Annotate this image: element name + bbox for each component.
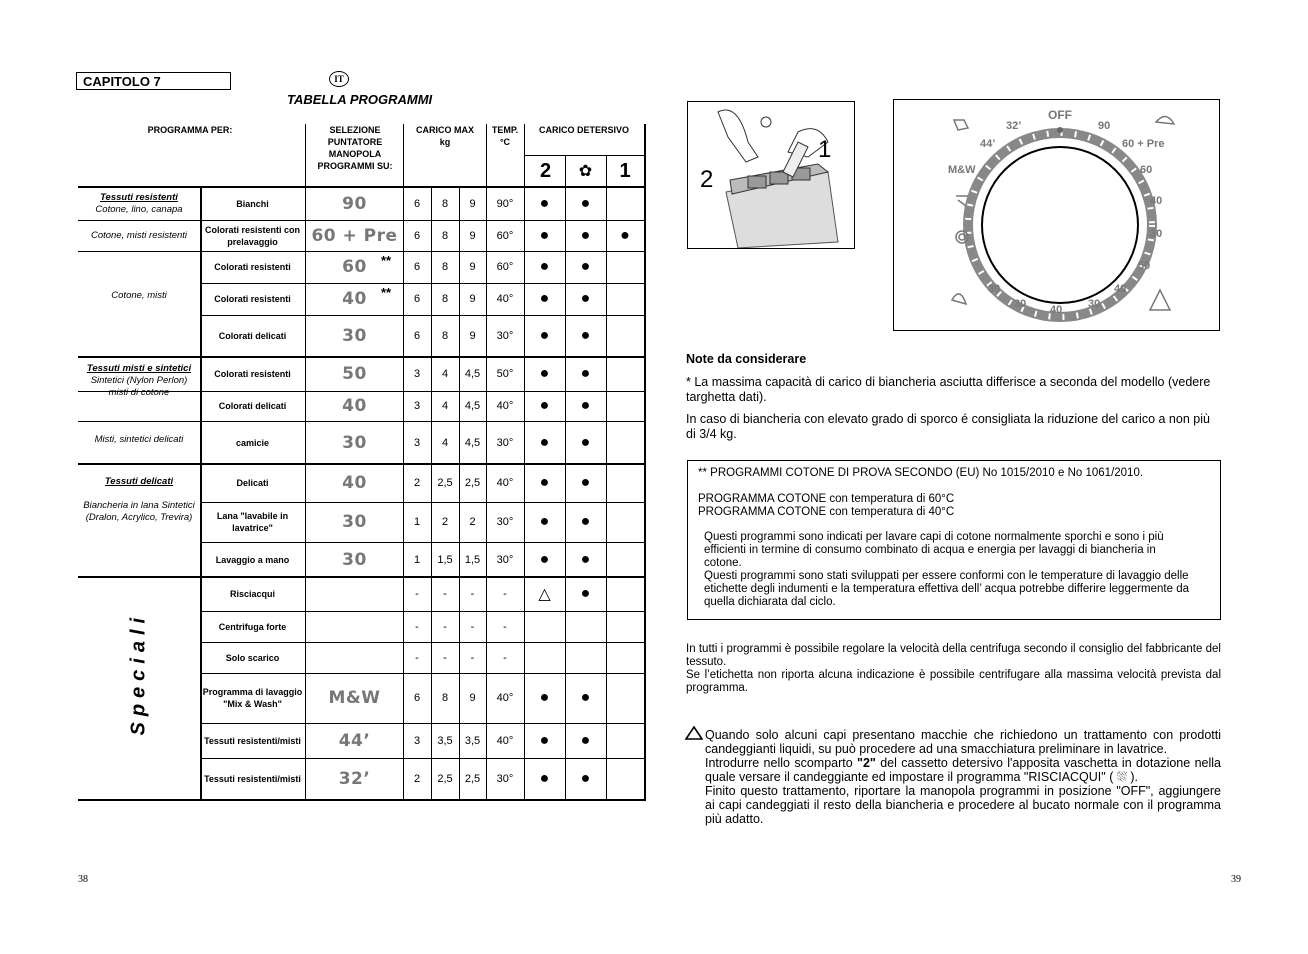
load-value: 9 [469,229,476,242]
category-tessuti-delicati: Tessuti delicati Biancheria in lana Sintetici (Dralon, Acrylico, Trevira) [83,476,195,523]
dial-setting: 30 [342,549,367,570]
program-dial [894,100,1219,330]
temperature-value: 30° [496,330,514,342]
load-value: 8 [441,261,449,273]
detergent-1-mark [606,758,644,800]
cotton-test-marker: ** [381,285,392,300]
load-value: 2,5 [437,773,453,785]
cotton-test-marker: ** [381,253,392,268]
temperature-value: 30° [496,553,514,566]
detergent-2-mark: △ [538,586,551,603]
table-rule [78,220,200,221]
dial-setting [306,642,403,673]
load-value: 6 [413,261,421,273]
load-value: 3 [413,734,421,747]
detergent-1-mark: ● [620,226,630,244]
load-value: - [443,620,447,633]
detergent-2-mark: ● [539,474,550,491]
load-value: 8 [441,229,449,242]
detergent-softener-mark: ● [580,327,591,344]
load-value: 6 [413,330,421,342]
program-name: Lana "lavabile in lavatrice" [216,511,289,533]
temperature-value: 60° [496,261,514,273]
program-name: Risciacqui [229,589,276,599]
detergent-2-mark: ● [539,397,550,414]
detergent-softener-mark: ● [580,731,591,749]
detergent-1-mark [606,577,644,611]
program-dial-figure [893,99,1220,331]
table-title: TABELLA PROGRAMMI [287,92,433,107]
load-value: - [415,620,419,633]
detergent-softener-mark: ● [580,689,591,706]
load-value: 9 [469,692,476,704]
dial-setting: 60 [342,257,367,277]
detergent-1-mark [606,187,644,220]
dial-setting [306,611,403,642]
table-rule [644,124,646,801]
detergent-1-mark [606,611,644,642]
detergent-2-mark: ● [539,433,550,451]
load-value: 2,5 [437,477,453,489]
load-value: 3 [413,368,421,380]
detergent-softener-mark: ● [580,258,591,275]
temperature-value: 30° [496,436,514,449]
load-value: 2,5 [464,773,481,785]
category-speciali: Speciali [127,611,150,736]
table-rule [78,464,200,465]
dial-30b: 30 [1088,298,1101,310]
page-number-left: 38 [78,874,88,885]
header-programma: PROGRAMMA PER: [147,125,233,135]
load-value: 9 [469,293,476,305]
load-value: 8 [441,197,449,210]
dial-setting: 50 [342,364,367,384]
load-value: 6 [413,197,421,210]
table-rule [78,577,200,578]
load-value: 4,5 [464,400,481,412]
dial-30d: 30 [988,283,1001,295]
program-name: Solo scarico [225,652,280,663]
table-rule [403,124,404,187]
detergent-1-mark [606,542,644,577]
category-cotone-misti: Cotone, misti [111,290,167,301]
load-value: 8 [441,692,449,704]
table-rule [305,124,306,187]
dial-60: 60 [1140,164,1153,176]
detergent-1-mark [606,464,644,502]
table-rule [78,421,200,422]
program-name: camicie [235,437,270,448]
detergent-2-mark: ● [539,226,550,244]
load-value: - [470,588,475,600]
table-rule [78,251,200,252]
detergent-1-mark [606,391,644,421]
dial-44: 44’ [980,138,996,150]
detergent-softener-mark: ● [580,433,591,451]
detergent-1-mark [606,283,644,315]
detergent-2-mark: ● [539,513,550,530]
load-value: 1 [413,516,421,528]
category-cotone-misti-resistenti: Cotone, misti resistenti [90,230,188,241]
load-value: 1,5 [464,553,481,566]
detergent-1-mark [606,673,644,723]
detergent-1-mark [606,357,644,391]
detergent-2-mark [524,611,565,642]
detergent-1-mark [606,251,644,283]
detergent-drawer-figure [687,101,855,249]
dial-setting: 44’ [338,730,371,751]
warning-triangle-icon [685,726,703,740]
detergent-1-mark [606,315,644,357]
temperature-value: 40° [496,293,514,305]
temperature-value: - [503,620,507,633]
load-value: 2 [413,773,421,785]
detergent-softener-mark: ● [580,770,591,787]
temperature-value: 90° [496,197,514,210]
warning-p3: Finito questo trattamento, riportare la manopola programmi in posizione "OFF", aggiungere ai capi candeggiati il resto della biancheria e procedere al bucato normale con il programma più adatto. [705,784,1221,826]
category-tessuti-resistenti: Tessuti resistenti Cotone, lino, canapa [95,192,183,215]
program-name: Centrifuga forte [218,621,287,632]
dial-90: 90 [1098,120,1111,132]
dial-40: 40 [1150,195,1163,207]
detergent-1-mark [606,421,644,464]
dial-30: 30 [1150,228,1163,240]
eu-programs-box [687,460,1221,620]
program-name: Colorati resistenti [214,262,291,272]
program-name: Lavaggio a mano [215,554,290,565]
chapter-label: CAPITOLO 7 [76,72,231,90]
load-value: - [443,651,447,664]
load-value: 4 [441,368,449,380]
temperature-value: - [503,588,507,600]
detergent-1-mark [606,723,644,758]
drawer-label-2: 2 [700,166,714,193]
header-selezione: SELEZIONE PUNTATORE MANOPOLA PROGRAMMI SU: [317,125,393,171]
dial-40b: 40 [1114,283,1127,295]
dial-32: 32’ [1006,120,1022,132]
drawer-label-1: 1 [818,136,832,163]
dial-off: OFF [1048,108,1072,122]
detergent-softener-mark: ● [580,226,591,244]
program-name: Programma di lavaggio "Mix & Wash" [202,687,303,709]
load-value: 4 [441,400,449,412]
detergent-softener-mark: ● [580,365,591,382]
load-value: 3 [413,400,421,412]
load-value: - [415,588,419,600]
spin-note-2: Se l’etichetta non riporta alcuna indicazione è possibile centrifugare alla massima velocità prevista dal programma. [686,669,1221,694]
load-value: 3 [413,436,421,449]
load-value: 2 [469,516,476,528]
notes-title: Note da considerare [686,352,807,366]
detergent-softener-mark: ● [580,585,591,602]
category-misti-sintetici: Misti, sintetici delicati [94,434,184,445]
load-value: 4,5 [464,436,481,449]
detergent-2-mark [524,642,565,673]
program-name: Delicati [236,478,269,488]
detergent-softener-mark: ● [580,474,591,491]
detergent-softener-mark [565,642,606,673]
load-value: 4 [441,436,449,449]
load-value: - [470,620,475,633]
program-name: Bianchi [236,198,269,209]
header-detersivo: CARICO DETERSIVO [538,125,629,135]
load-value: 1 [413,553,421,566]
temperature-value: - [503,651,507,664]
category-tessuti-misti: Tessuti misti e sintetici Sintetici (Nylon Perlon) misti di cotone [86,363,192,398]
load-value: 9 [469,330,476,342]
bleach-warning [705,728,1221,826]
dial-setting: 30 [342,326,367,346]
load-value: 3,5 [464,734,481,747]
dial-setting: 40 [342,396,367,416]
box-line-4: Questi programmi sono indicati per lavare capi di cotone normalmente sporchi e sono i più efficienti in termine di consumo combinato di acqua e energia per lavaggi di biancheria in cotone. [704,531,1164,569]
note-capacity: * La massima capacità di carico di biancheria asciutta differisce a seconda del modello (vedere targhetta dati). [686,375,1211,404]
dial-30c: 30 [1014,298,1027,310]
detergent-1-mark [606,642,644,673]
detergent-2-mark: ● [539,290,550,307]
temperature-value: 30° [496,516,514,528]
dial-setting: 30 [342,432,367,453]
load-value: 9 [469,261,476,273]
load-value: 6 [413,229,421,242]
detergent-2-mark: ● [539,731,550,749]
dial-60-pre: 60 + Pre [1122,138,1165,150]
header-det-2: 2 [539,159,552,182]
program-name: Tessuti resistenti/misti [204,774,301,784]
detergent-2-mark: ● [539,194,550,212]
load-value: - [415,651,419,664]
load-value: 4,5 [464,368,481,380]
load-value: 8 [441,330,449,342]
dial-mw: M&W [948,164,976,176]
load-value: 3,5 [437,734,453,747]
load-value: 2 [413,477,421,489]
load-value: 6 [413,692,421,704]
load-value: 9 [469,197,476,210]
detergent-2-mark: ● [539,689,550,706]
temperature-value: 60° [496,229,514,242]
load-value: 6 [413,293,421,305]
program-name: Tessuti resistenti/misti [204,735,301,746]
dial-40c: 40 [1050,304,1063,316]
detergent-2-mark: ● [539,770,550,787]
detergent-softener-mark: ● [580,194,591,212]
box-line-2: PROGRAMMA COTONE con temperatura di 60°C [698,493,955,505]
header-det-1: 1 [619,159,631,182]
detergent-softener-mark: ● [580,397,591,414]
dial-setting: 40 [342,473,367,493]
header-temp: TEMP. °C [491,125,519,147]
header-det-flower-icon: ✿ [578,163,593,180]
dial-setting [306,577,403,611]
load-value: - [443,588,447,600]
table-rule [200,800,644,801]
rinse-icon: ⛆ [1116,770,1127,784]
detergent-softener-mark: ● [580,550,591,568]
dial-setting: 30 [342,512,367,532]
dial-setting: M&W [328,688,381,708]
load-value: 8 [441,293,449,305]
warning-p1: Quando solo alcuni capi presentano macchie che richiedono un trattamento con prodotti candeggianti liquidi, su può procedere ad una smacchiatura preliminare in lavatrice. [705,728,1221,756]
load-value: - [470,651,475,664]
language-badge: IT [329,71,349,87]
temperature-value: 40° [496,692,514,704]
dial-setting: 90 [342,193,367,214]
temperature-value: 50° [496,368,514,380]
load-value: 2,5 [464,477,481,489]
page-number-right: 39 [1231,874,1241,885]
box-line-5: Questi programmi sono stati sviluppati per essere conformi con le temperature di lavaggio delle etichette degli indumenti e la temperatura effettiva dell’ acqua potrebbe differire leggermente da quella dichiarata dal ciclo. [704,570,1190,608]
detergent-softener-mark: ● [580,513,591,530]
temperature-value: 40° [496,734,514,747]
detergent-1-mark [606,502,644,542]
program-name: Colorati delicati [218,401,287,411]
spin-note-1: In tutti i programmi è possibile regolare la velocità della centrifuga secondo il consiglio del fabbricante del tessuto. [686,643,1221,668]
temperature-value: 40° [496,477,514,489]
detergent-2-mark: ● [539,327,550,344]
program-name: Colorati resistenti [214,369,291,379]
dial-setting: 40 [342,289,367,309]
dial-setting: 60 + Pre [311,225,398,246]
program-name: Colorati resistenti con prelavaggio [204,224,301,247]
warning-p2: Introdurre nello scomparto "2" del cassetto detersivo l'apposita vaschetta in dotazione nella quale versare il candeggiante ed impostare il programma "RISCIACQUI" ( ⛆ ). [705,756,1221,784]
detergent-2-mark: ● [539,550,550,568]
load-value: 1,5 [437,553,453,566]
temperature-value: 40° [496,400,514,412]
program-name: Colorati delicati [218,331,287,341]
temperature-value: 30° [496,773,514,785]
detergent-softener-mark [565,611,606,642]
box-line-3: PROGRAMMA COTONE con temperatura di 40°C [698,506,955,518]
header-carico: CARICO MAX kg [416,125,474,147]
dial-setting: 32’ [338,769,371,789]
box-line-1: ** PROGRAMMI COTONE DI PROVA SECONDO (EU) No 1015/2010 e No 1061/2010. [698,467,1144,479]
detergent-2-mark: ● [539,365,550,382]
program-name: Colorati resistenti [214,294,291,304]
dial-50: 50 [1138,260,1151,272]
load-value: 2 [441,516,449,528]
detergent-softener-mark: ● [580,290,591,307]
note-dirty-laundry: In caso di biancheria con elevato grado di sporco é consigliata la riduzione del carico a non più di 3/4 kg. [686,412,1210,441]
detergent-2-mark: ● [539,258,550,275]
